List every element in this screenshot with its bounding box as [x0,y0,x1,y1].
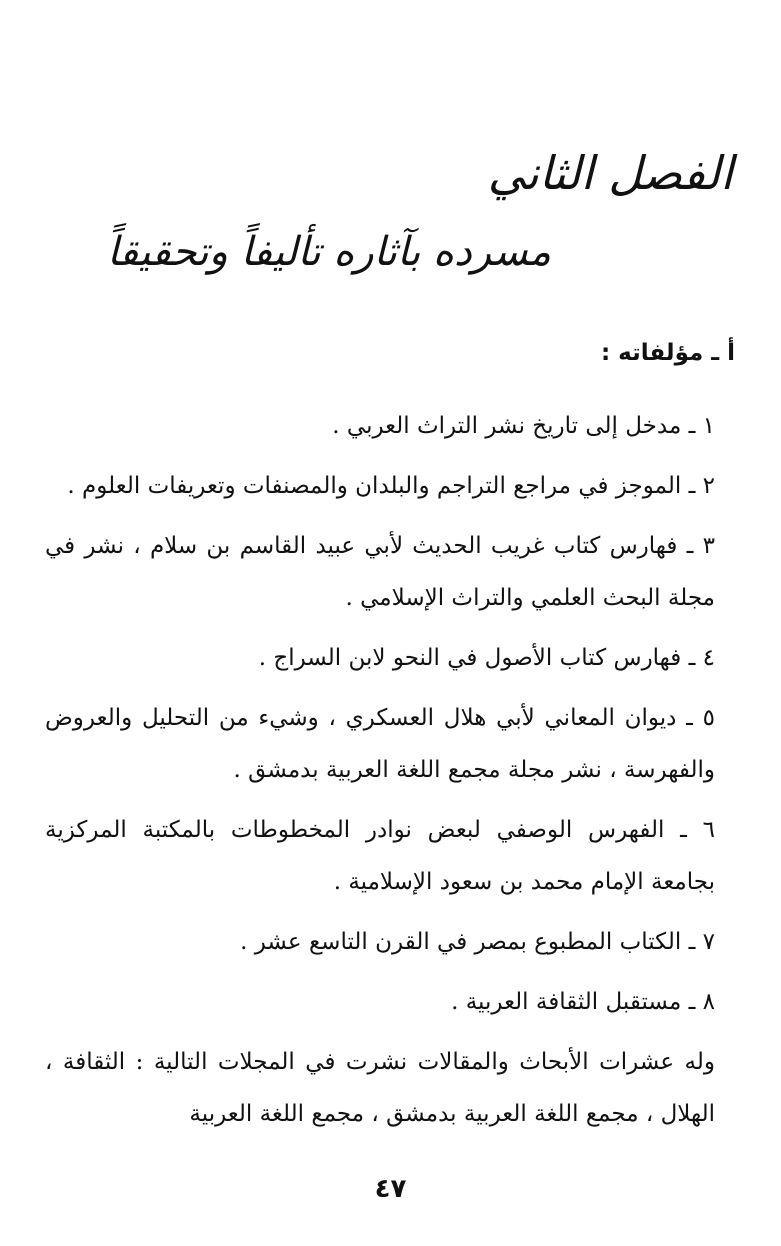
list-item: ٨ ـ مستقبل الثقافة العربية . [451,989,715,1015]
page-number: ٤٧ [374,1174,407,1204]
list-item: ٦ ـ الفهرس الوصفي لبعض نوادر المخطوطات بالمكتبة المركزية بجامعة الإمام محمد بن سعود الإسلامية . [45,817,715,895]
chapter-title: الفصل الثاني [487,146,733,200]
chapter-subtitle: مسرده بآثاره تأليفاً وتحقيقاً [106,229,551,275]
list-item: ٣ ـ فهارس كتاب غريب الحديث لأبي عبيد القاسم بن سلام ، نشر في مجلة البحث العلمي والتراث الإسلامي . [45,533,715,611]
closing-paragraph: وله عشرات الأبحاث والمقالات نشرت في المجلات التالية : الثقافة ، الهلال ، مجمع اللغة العربية بدمشق ، مجمع اللغة العربية [45,1049,715,1127]
list-item: ٢ ـ الموجز في مراجع التراجم والبلدان والمصنفات وتعريفات العلوم . [67,473,715,499]
list-item: ٧ ـ الكتاب المطبوع بمصر في القرن التاسع عشر . [240,929,715,955]
list-item: ١ ـ مدخل إلى تاريخ نشر التراث العربي . [332,413,715,439]
list-item: ٤ ـ فهارس كتاب الأصول في النحو لابن السراج . [258,645,715,671]
works-list [45,400,735,1140]
list-item: ٥ ـ ديوان المعاني لأبي هلال العسكري ، وشيء من التحليل والعروض والفهرسة ، نشر مجلة مجمع اللغة العربية بدمشق . [45,705,715,783]
section-heading: أ ـ مؤلفاته : [600,340,735,366]
